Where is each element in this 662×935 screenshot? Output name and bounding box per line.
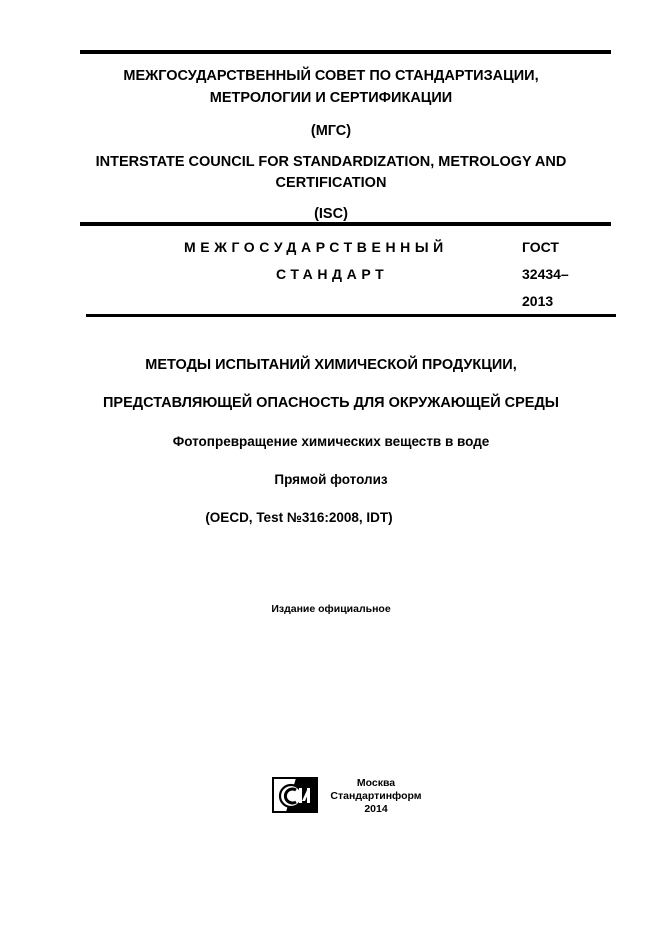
council-en-line1: INTERSTATE COUNCIL FOR STANDARDIZATION, METROLOGY AND (95, 154, 567, 170)
gost-number: 32434– (522, 266, 569, 282)
gost-year: 2013 (522, 293, 554, 309)
subtitle-line2: Прямой фотолиз (274, 472, 388, 487)
council-ru-abbr: (МГС) (310, 123, 352, 139)
council-ru-line2: МЕТРОЛОГИИ И СЕРТИФИКАЦИИ (209, 90, 453, 106)
council-en-line2: CERTIFICATION (275, 175, 387, 191)
standartinform-logo-icon (272, 777, 318, 813)
publisher-block (326, 777, 426, 816)
top-rule (80, 50, 611, 54)
subtitle-line1: Фотопревращение химических веществ в воде (172, 434, 490, 449)
standard-reference: (OECD, Test №316:2008, IDT) (205, 510, 393, 525)
publisher-year: 2014 (364, 803, 388, 815)
standard-type-line2: СТАНДАРТ (276, 266, 389, 282)
edition-label: Издание официальное (271, 603, 391, 615)
middle-rule (80, 222, 611, 226)
council-ru-line1: МЕЖГОСУДАРСТВЕННЫЙ СОВЕТ ПО СТАНДАРТИЗАЦИИ, (123, 68, 539, 84)
standard-type-line1: МЕЖГОСУДАРСТВЕННЫЙ (184, 239, 448, 255)
council-en-abbr: (ISC) (314, 206, 348, 222)
title-line1: МЕТОДЫ ИСПЫТАНИЙ ХИМИЧЕСКОЙ ПРОДУКЦИИ, (145, 357, 517, 373)
publisher-name: Стандартинформ (330, 790, 422, 802)
publisher-city: Москва (356, 777, 396, 789)
lower-rule (86, 314, 616, 317)
title-line2: ПРЕДСТАВЛЯЮЩЕЙ ОПАСНОСТЬ ДЛЯ ОКРУЖАЮЩЕЙ СРЕДЫ (103, 395, 559, 411)
gost-label: ГОСТ (522, 239, 559, 255)
